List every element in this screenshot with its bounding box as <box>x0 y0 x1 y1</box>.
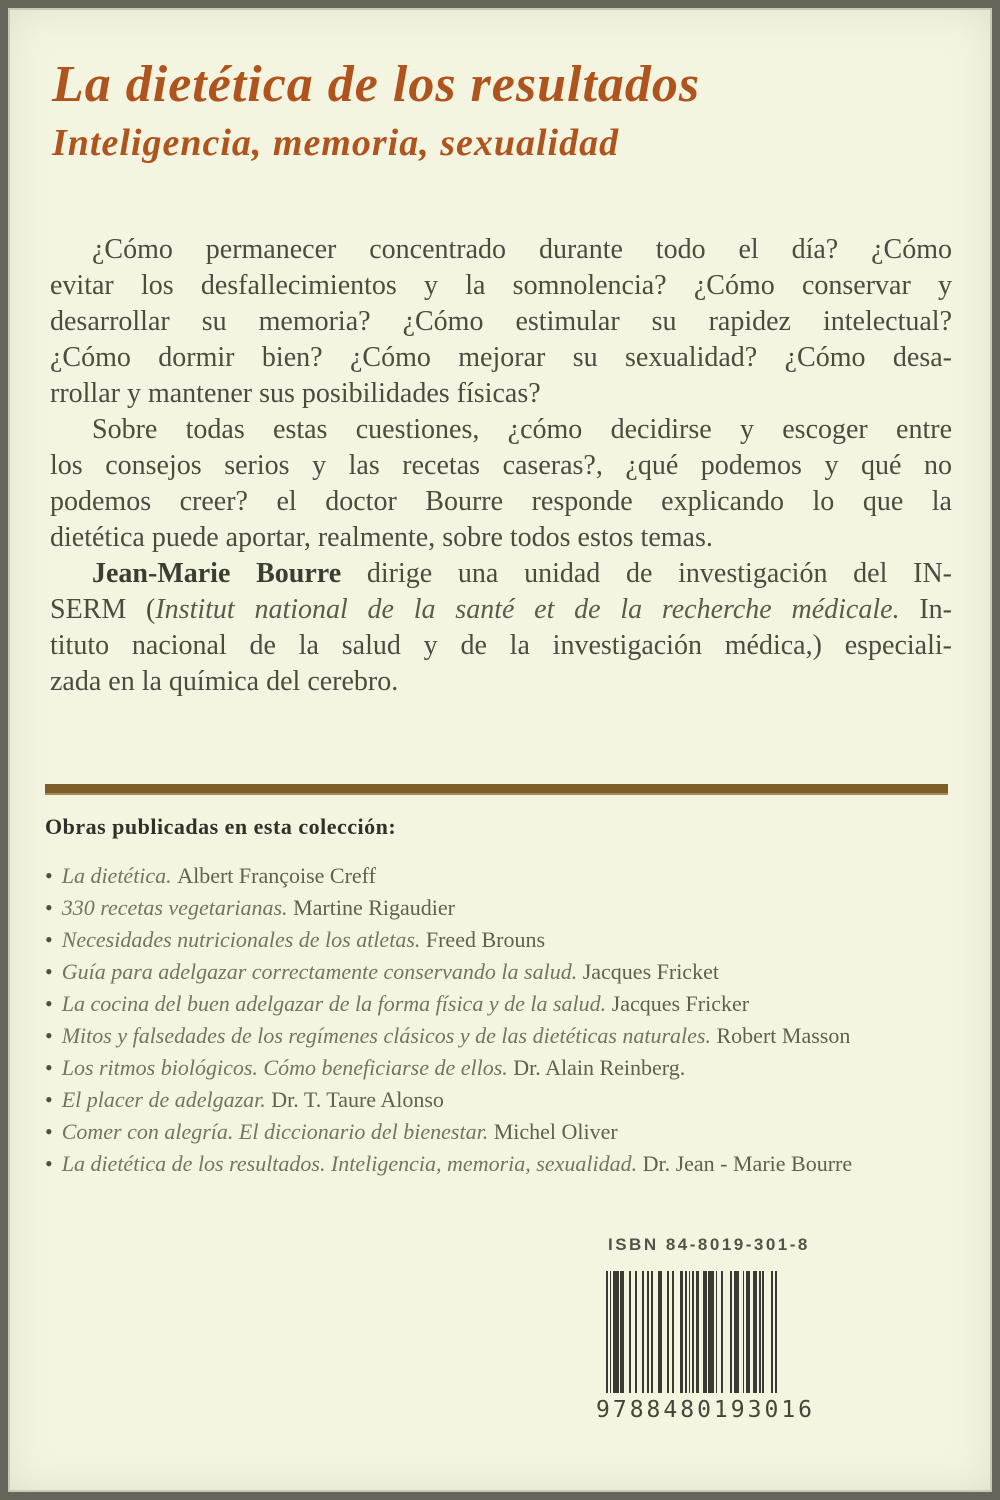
isbn-label: ISBN 84-8019-301-8 <box>608 1235 810 1254</box>
paragraph-line: dietética puede aportar, realmente, sobre todos estos temas. <box>50 522 713 553</box>
book-author: Dr. Jean - Marie Bourre <box>642 1151 853 1176</box>
book-list-item <box>45 860 960 892</box>
book-list-item <box>45 1148 960 1180</box>
bullet-icon: • <box>45 1055 53 1080</box>
book-list-item <box>45 1052 960 1084</box>
paragraph-line: ¿Cómo permanecer concentrado durante todo el día? ¿Cómo <box>92 234 952 265</box>
book-title: La dietética de los resultados. Inteligencia, memoria, sexualidad. <box>61 1151 643 1176</box>
text-segment-italic: Institut national de la santé et de la recherche médicale. <box>155 594 900 625</box>
text-segment: In- <box>899 594 952 625</box>
synopsis-text <box>50 232 952 700</box>
collection-heading: Obras publicadas en esta colección: <box>45 814 397 839</box>
bullet-icon: • <box>45 1151 53 1176</box>
paragraph-line: tituto nacional de la salud y de la investigación médica,) especiali- <box>50 630 952 661</box>
book-title: La dietética. <box>61 863 178 888</box>
paragraph-line: desarrollar su memoria? ¿Cómo estimular su rapidez intelectual? <box>50 306 952 337</box>
book-subtitle: Inteligencia, memoria, sexualidad <box>52 122 620 165</box>
bullet-icon: • <box>45 863 53 888</box>
paragraph-line: zada en la química del cerebro. <box>50 666 399 697</box>
barcode-bar <box>775 1271 777 1393</box>
book-list <box>45 860 960 1180</box>
book-list-item <box>45 956 960 988</box>
book-list-item <box>45 892 960 924</box>
paragraph-line: los consejos serios y las recetas caseras?, ¿qué podemos y qué no <box>50 450 952 481</box>
bullet-icon: • <box>45 927 53 952</box>
barcode-gap <box>723 1271 730 1393</box>
text-segment-bold: Jean-Marie Bourre <box>92 558 342 589</box>
book-author: Jacques Fricket <box>582 959 719 984</box>
book-author: Albert Françoise Creff <box>177 863 376 888</box>
bullet-icon: • <box>45 959 53 984</box>
book-list-item <box>45 1020 960 1052</box>
paragraph-line: Sobre todas estas cuestiones, ¿cómo decidirse y escoger entre <box>92 414 952 445</box>
book-title: El placer de adelgazar. <box>61 1087 272 1112</box>
book-title: Los ritmos biológicos. Cómo beneficiarse de ellos. <box>61 1055 514 1080</box>
bullet-icon: • <box>45 895 53 920</box>
ean-digits: 9788480193016 <box>596 1397 816 1423</box>
book-list-item <box>45 988 960 1020</box>
divider-rule <box>45 784 948 795</box>
paragraph-line: rrollar y mantener sus posibilidades físicas? <box>50 378 541 409</box>
bullet-icon: • <box>45 1087 53 1112</box>
paragraph-line: podemos creer? el doctor Bourre responde explicando lo que la <box>50 486 952 517</box>
book-author: Robert Masson <box>716 1023 851 1048</box>
book-author: Freed Brouns <box>425 927 546 952</box>
book-title: Necesidades nutricionales de los atletas. <box>61 927 426 952</box>
book-author: Martine Rigaudier <box>293 895 455 920</box>
paragraph-line <box>50 556 952 592</box>
paragraph-line: ¿Cómo dormir bien? ¿Cómo mejorar su sexualidad? ¿Cómo desa- <box>50 342 952 373</box>
text-segment: SERM ( <box>50 594 156 625</box>
bullet-icon: • <box>45 1023 53 1048</box>
book-title: La cocina del buen adelgazar de la forma física y de la salud. <box>61 991 612 1016</box>
title-block <box>52 56 952 165</box>
bullet-icon: • <box>45 991 53 1016</box>
book-title: Comer con alegría. El diccionario del bienestar. <box>61 1119 494 1144</box>
book-author: Jacques Fricker <box>611 991 750 1016</box>
book-title: 330 recetas vegetarianas. <box>61 895 294 920</box>
book-list-item <box>45 1084 960 1116</box>
book-title: Guía para adelgazar correctamente conservando la salud. <box>61 959 583 984</box>
ean-barcode <box>606 1271 856 1393</box>
book-title-heading: La dietética de los resultados <box>52 56 701 113</box>
barcode-gap <box>764 1271 771 1393</box>
paragraph-line <box>50 592 952 628</box>
book-author: Dr. Alain Reinberg. <box>513 1055 686 1080</box>
book-list-item <box>45 1116 960 1148</box>
barcode-block <box>596 1235 856 1423</box>
text-segment: dirige una unidad de investigación del IN- <box>341 558 952 589</box>
book-author: Dr. T. Taure Alonso <box>271 1087 444 1112</box>
bullet-icon: • <box>45 1119 53 1144</box>
paragraph-line: evitar los desfallecimientos y la somnolencia? ¿Cómo conservar y <box>50 270 952 301</box>
book-author: Michel Oliver <box>493 1119 618 1144</box>
book-title: Mitos y falsedades de los regímenes clásicos y de las dietéticas naturales. <box>61 1023 717 1048</box>
book-list-item <box>45 924 960 956</box>
